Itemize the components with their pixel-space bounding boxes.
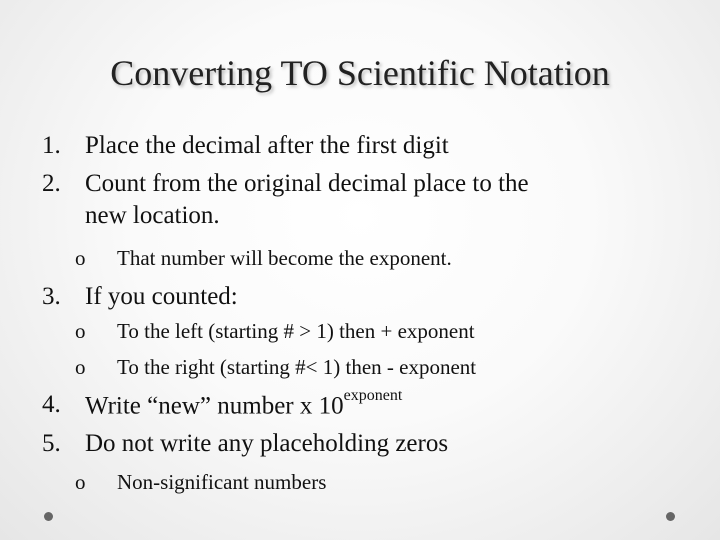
sub-item-2 xyxy=(0,319,720,347)
bullet-icon: o xyxy=(75,355,86,379)
item-number: 1. xyxy=(42,132,61,159)
list-item-3 xyxy=(0,283,720,315)
sub-item-1 xyxy=(0,246,720,274)
slide-title: Converting TO Scientific Notation xyxy=(110,53,610,93)
list-item-2-continuation xyxy=(0,202,720,234)
corner-dot-left xyxy=(44,512,53,521)
item-text: If you counted: xyxy=(85,283,238,310)
sub-item-4 xyxy=(0,470,720,498)
sub-item-3 xyxy=(0,355,720,383)
list-item-5 xyxy=(0,430,720,462)
bullet-icon: o xyxy=(75,319,86,343)
corner-dot-right xyxy=(666,512,675,521)
list-item-2 xyxy=(0,170,720,202)
exponent-superscript: exponent xyxy=(343,387,403,404)
sub-item-text: That number will become the exponent. xyxy=(117,246,452,270)
sub-item-text: To the left (starting # > 1) then + exponent xyxy=(117,319,475,343)
list-item-4 xyxy=(0,387,720,423)
item-number: 3. xyxy=(42,283,61,310)
item-text-with-superscript xyxy=(85,387,403,420)
list-item-1 xyxy=(0,132,720,164)
sub-item-text: Non-significant numbers xyxy=(117,470,327,494)
item-text: Do not write any placeholding zeros xyxy=(85,430,449,457)
item-text: Place the decimal after the first digit xyxy=(85,132,449,159)
item-number: 2. xyxy=(42,170,61,197)
item-text-continuation: new location. xyxy=(85,202,220,229)
item-text: Write “new” number x 10 xyxy=(85,392,344,420)
item-number: 4. xyxy=(42,391,61,418)
item-number: 5. xyxy=(42,430,61,457)
bullet-icon: o xyxy=(75,470,86,494)
item-text: Count from the original decimal place to the xyxy=(85,170,529,197)
bullet-icon: o xyxy=(75,246,86,270)
sub-item-text: To the right (starting #< 1) then - exponent xyxy=(117,355,477,379)
